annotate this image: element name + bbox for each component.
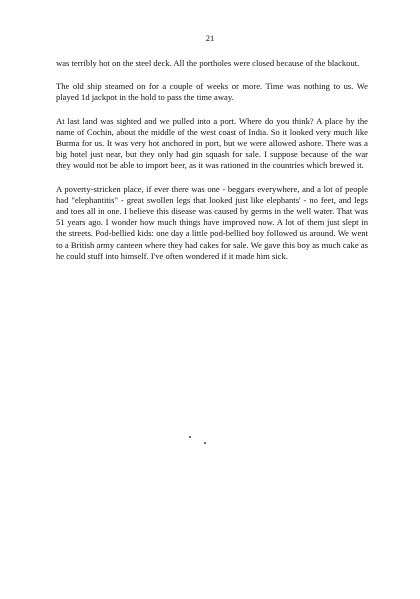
- paragraph-4: A poverty-stricken place, if ever there was one - beggars everywhere, and a lot of people had "elephantitis" - great swollen legs that looked just like elephants' - no feet, and legs and toes all in one. I believe this disease was caused by germs in the well water. That was 51 years ago. I wonder how much things have improved now. A lot of them just slept in the streets. Pod-bellied kids: one day a little pod-bellied boy followed us around. We went to a British army canteen where they had cakes for sale. We gave this boy as much cake as he could stuff into himself. I've often wondered if it made him sick.: [56, 183, 368, 261]
- paragraph-3: At last land was sighted and we pulled into a port. Where do you think? A place by the name of Cochin, about the middle of the west coast of India. So it looked very much like Burma for us. It was very hot anchored in port, but we were allowed ashore. There was a big hotel just near, but they only had gin squash for sale. I suppose because of the war they would not be able to import beer, as it was rationed in the countries which brewed it.: [56, 115, 368, 171]
- paragraph-2: The old ship steamed on for a couple of weeks or more. Time was nothing to us. We played 1d jackpot in the hold to pass the time away.: [56, 81, 368, 103]
- paragraph-1: was terribly hot on the steel deck. All the portholes were closed because of the blackout.: [56, 58, 360, 68]
- scan-speck: [204, 442, 206, 444]
- scan-speck: [189, 436, 191, 438]
- page-number: 21: [205, 33, 215, 43]
- body-text: [56, 58, 368, 274]
